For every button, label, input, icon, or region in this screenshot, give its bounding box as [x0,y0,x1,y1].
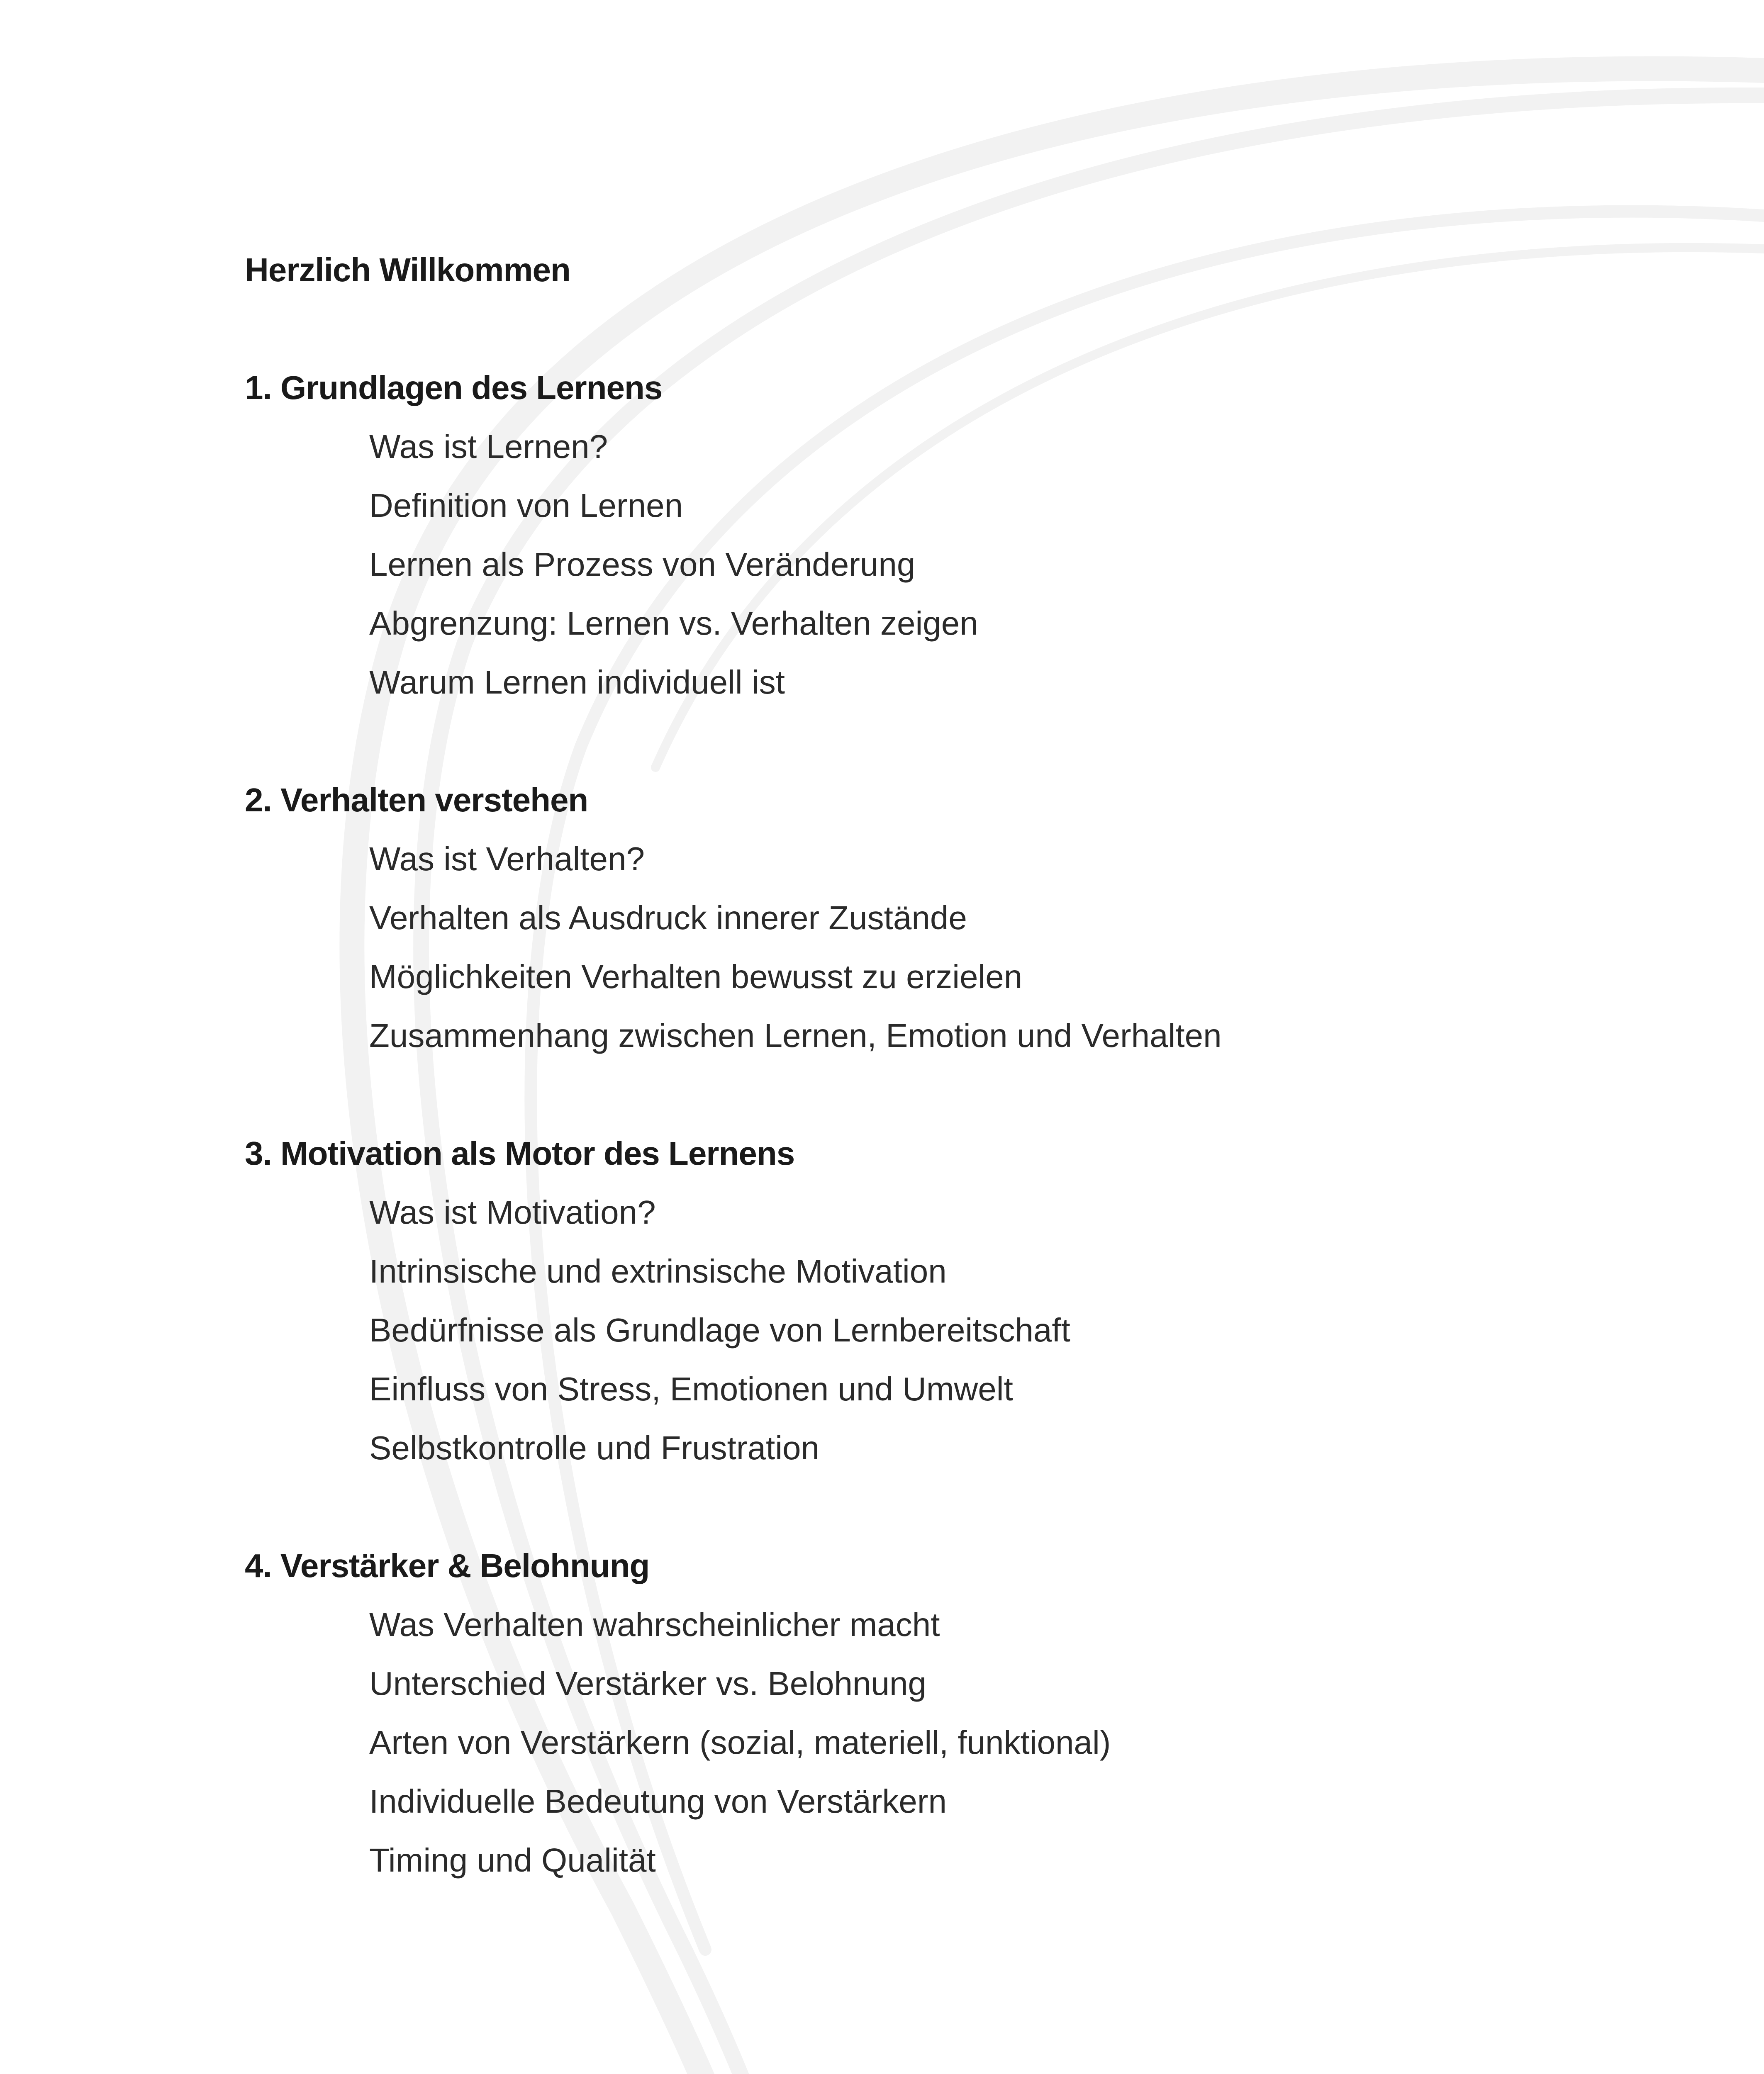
list-item: Einfluss von Stress, Emotionen und Umwelt [369,1370,1013,1407]
section-title: 3. Motivation als Motor des Lernens [245,1135,795,1172]
section-2 [245,771,1614,1065]
list-item: Verhalten als Ausdruck innerer Zustände [369,899,967,936]
list-item: Unterschied Verstärker vs. Belohnung [369,1665,926,1702]
list-item: Was ist Lernen? [369,428,608,465]
section-3 [245,1124,1614,1478]
section-1 [245,358,1614,712]
table-of-contents [245,241,1614,1949]
list-item: Selbstkontrolle und Frustration [369,1429,819,1466]
list-item: Timing und Qualität [369,1842,656,1879]
list-item: Was ist Motivation? [369,1194,656,1231]
section-title: 4. Verstärker & Belohnung [245,1547,650,1584]
welcome-heading: Herzlich Willkommen [245,251,570,288]
list-item: Intrinsische und extrinsische Motivation [369,1253,947,1290]
list-item: Warum Lernen individuell ist [369,664,785,701]
list-item: Definition von Lernen [369,487,683,524]
list-item: Bedürfnisse als Grundlage von Lernbereitschaft [369,1312,1070,1349]
section-title: 1. Grundlagen des Lernens [245,369,663,406]
list-item: Arten von Verstärkern (sozial, materiell, funktional) [369,1724,1111,1761]
list-item: Was Verhalten wahrscheinlicher macht [369,1606,940,1643]
section-4 [245,1536,1614,1890]
list-item: Abgrenzung: Lernen vs. Verhalten zeigen [369,605,978,642]
list-item: Lernen als Prozess von Veränderung [369,546,916,583]
list-item: Was ist Verhalten? [369,840,645,877]
list-item: Möglichkeiten Verhalten bewusst zu erzielen [369,958,1023,995]
section-title: 2. Verhalten verstehen [245,781,588,818]
list-item: Individuelle Bedeutung von Verstärkern [369,1783,947,1820]
list-item: Zusammenhang zwischen Lernen, Emotion und Verhalten [369,1017,1222,1054]
